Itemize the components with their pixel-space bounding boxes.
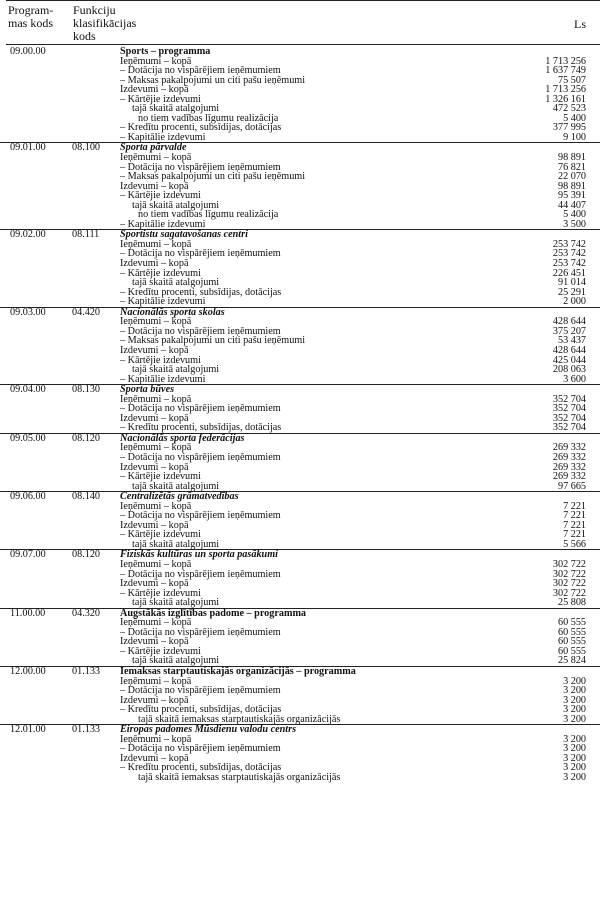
table-row [0,182,600,192]
table-row [0,482,600,492]
function-code-cell: 04.420 [72,306,101,318]
item-label-cell: – Maksas pakalpojumi un citi pašu ieņēmumi [120,74,306,86]
item-label-cell: tajā skaitā atalgojumi [132,655,220,667]
amount-cell: 375 207 [552,325,586,337]
table-row [0,715,600,725]
amount-cell: 3 200 [563,743,586,755]
item-label-cell: Sportistu sagatavošanas centri [120,229,248,241]
item-label-cell: Nacionālās sporta federācijas [120,432,245,444]
table-row [0,365,600,375]
table-row [0,549,600,560]
amount-cell: 25 808 [557,597,586,609]
program-code-cell: 09.00.00 [10,46,46,57]
program-code-cell: 12.00.00 [10,666,46,677]
item-label-cell: Izdevumi – kopā [120,752,189,764]
table-row [0,104,600,114]
table-row [0,414,600,424]
amount-cell: 1 637 749 [545,65,586,77]
table-row [0,95,600,105]
table-row [0,754,600,764]
item-label-cell: – Dotācija no vispārējiem ieņēmumiem [120,161,281,173]
item-label-cell: Izdevumi – kopā [120,180,189,192]
table-row [0,229,600,240]
amount-cell: 91 014 [557,277,586,289]
amount-cell: 22 070 [557,171,586,183]
table-row [0,530,600,540]
table-row [0,220,600,230]
table-row [0,647,600,657]
item-label-cell: Izdevumi – kopā [120,84,189,96]
item-label-cell: Ieņēmumi – kopā [120,617,192,629]
amount-cell: 3 200 [563,733,586,745]
table-header [0,0,600,44]
amount-cell: 3 200 [563,762,586,774]
amount-cell: 25 824 [557,655,586,667]
amount-cell: 5 566 [563,538,586,550]
item-label-cell: – Dotācija no vispārējiem ieņēmumiem [120,685,281,697]
table-row [0,85,600,95]
amount-cell: 5 400 [563,209,586,221]
item-label-cell: tajā skaitā atalgojumi [132,538,220,550]
item-label-cell: – Dotācija no vispārējiem ieņēmumiem [120,248,281,260]
item-label-cell: – Dotācija no vispārējiem ieņēmumiem [120,65,281,77]
item-label-cell: Augstākās izglītības padome – programma [120,607,307,619]
item-label-cell: – Dotācija no vispārējiem ieņēmumiem [120,743,281,755]
table-row [0,297,600,307]
amount-cell: 3 200 [563,704,586,716]
item-label-cell: Izdevumi – kopā [120,412,189,424]
amount-cell: 5 400 [563,112,586,124]
item-label-cell: – Kredītu procenti, subsīdijas, dotācijas [120,704,282,716]
table-row [0,123,600,133]
function-code-cell: 08.120 [72,432,101,444]
table-row [0,724,600,735]
table-row [0,560,600,570]
item-label-cell: tajā skaitā iemaksas starptautiskajās organizācijās [138,772,341,784]
amount-cell: 3 200 [563,694,586,706]
item-label-cell: – Kapitālie izdevumi [120,131,206,143]
item-label-cell: – Dotācija no vispārējiem ieņēmumiem [120,510,281,522]
amount-cell: 269 332 [552,451,586,463]
item-label-cell: – Maksas pakalpojumi un citi pašu ieņēmumi [120,335,306,347]
table-row [0,463,600,473]
function-code-cell: 08.130 [72,384,101,396]
amount-cell: 302 722 [552,568,586,580]
amount-cell: 3 200 [563,713,586,725]
amount-cell: 3 500 [563,218,586,230]
table-row [0,521,600,531]
header-currency: Ls [574,17,586,31]
table-row [0,423,600,433]
amount-cell: 302 722 [552,587,586,599]
item-label-cell: – Dotācija no vispārējiem ieņēmumiem [120,451,281,463]
item-label-cell: Ieņēmumi – kopā [120,316,192,328]
amount-cell: 352 704 [552,403,586,415]
table-row [0,240,600,250]
amount-cell: 352 704 [552,393,586,405]
program-code-cell: 09.01.00 [10,142,46,154]
amount-cell: 425 044 [552,354,586,366]
table-row [0,598,600,608]
amount-cell: 60 555 [557,626,586,638]
table-row [0,589,600,599]
amount-cell: 53 437 [557,335,586,347]
program-code-cell: 09.07.00 [10,549,46,561]
table-row [0,375,600,385]
amount-cell: 428 644 [552,344,586,356]
table-row [0,336,600,346]
amount-cell: 302 722 [552,578,586,590]
item-label-cell: – Kapitālie izdevumi [120,296,206,308]
item-label-cell: Izdevumi – kopā [120,694,189,706]
item-label-cell: Ieņēmumi – kopā [120,675,192,687]
table-row [0,259,600,269]
amount-cell: 253 742 [552,258,586,270]
table-row [0,686,600,696]
item-label-cell: – Dotācija no vispārējiem ieņēmumiem [120,325,281,337]
table-row [0,443,600,453]
table-row [0,76,600,86]
amount-cell: 253 742 [552,238,586,250]
item-label-cell: Izdevumi – kopā [120,344,189,356]
item-label-cell: Ieņēmumi – kopā [120,733,192,745]
item-label-cell: Ieņēmumi – kopā [120,152,192,164]
amount-cell: 253 742 [552,248,586,260]
item-label-cell: – Dotācija no vispārējiem ieņēmumiem [120,568,281,580]
table-row [0,579,600,589]
item-label-cell: – Kārtējie izdevumi [120,471,201,483]
function-code-cell: 01.133 [72,666,101,677]
amount-cell: 9 100 [563,131,586,143]
table-row [0,491,600,502]
function-code-cell: 08.140 [72,491,101,503]
amount-cell: 2 000 [563,296,586,308]
amount-cell: 60 555 [557,636,586,648]
function-code-cell: 01.133 [72,724,101,736]
item-label-cell: – Kārtējie izdevumi [120,645,201,657]
table-row [0,618,600,628]
table-row [0,656,600,666]
item-label-cell: Sporta pārvalde [120,142,187,154]
table-row [0,57,600,67]
table-row [0,288,600,298]
item-label-cell: Ieņēmumi – kopā [120,238,192,250]
program-code-cell: 09.02.00 [10,229,46,241]
table-row [0,570,600,580]
table-row [0,540,600,550]
program-code-cell: 11.00.00 [10,607,46,619]
table-row [0,395,600,405]
amount-cell: 97 665 [557,480,586,492]
amount-cell: 7 221 [563,519,586,531]
table-row [0,666,600,677]
table-row [0,191,600,201]
amount-cell: 377 995 [552,122,586,134]
item-label-cell: Nacionālās sporta skolas [120,306,225,318]
item-label-cell: tajā skaitā atalgojumi [132,480,220,492]
item-label-cell: no tiem vadības līgumu realizācija [138,209,279,221]
amount-cell: 25 291 [557,286,586,298]
amount-cell: 269 332 [552,461,586,473]
item-label-cell: Izdevumi – kopā [120,636,189,648]
item-label-cell: Iemaksas starptautiskajās organizācijās – programma [120,666,356,677]
table-row [0,404,600,414]
amount-cell: 7 221 [563,510,586,522]
item-label-cell: – Kapitālie izdevumi [120,218,206,230]
item-label-cell: Ieņēmumi – kopā [120,55,192,67]
amount-cell: 269 332 [552,471,586,483]
program-code-cell: 09.03.00 [10,306,46,318]
item-label-cell: Izdevumi – kopā [120,258,189,270]
amount-cell: 75 507 [557,74,586,86]
table-row [0,317,600,327]
amount-cell: 3 200 [563,675,586,687]
amount-cell: 352 704 [552,412,586,424]
amount-cell: 1 326 161 [545,93,586,105]
amount-cell: 76 821 [557,161,586,173]
table-row [0,153,600,163]
table-row [0,133,600,143]
table-row [0,433,600,444]
amount-cell: 428 644 [552,316,586,328]
table-row [0,249,600,259]
item-label-cell: – Kārtējie izdevumi [120,354,201,366]
table-row [0,472,600,482]
amount-cell: 352 704 [552,422,586,434]
amount-cell: 60 555 [557,617,586,629]
amount-cell: 3 200 [563,752,586,764]
item-label-cell: tajā skaitā atalgojumi [132,597,220,609]
amount-cell: 44 407 [557,199,586,211]
amount-cell: 208 063 [552,364,586,376]
item-label-cell: no tiem vadības līgumu realizācija [138,112,279,124]
table-row [0,744,600,754]
item-label-cell: – Kredītu procenti, subsīdijas, dotācijas [120,122,282,134]
function-code-cell: 08.111 [72,229,100,241]
table-row [0,608,600,619]
amount-cell: 7 221 [563,500,586,512]
table-row [0,142,600,153]
item-label-cell: – Maksas pakalpojumi un citi pašu ieņēmumi [120,171,306,183]
item-label-cell: Ieņēmumi – kopā [120,442,192,454]
item-label-cell: Izdevumi – kopā [120,519,189,531]
table-row [0,356,600,366]
table-row [0,502,600,512]
table-row [0,628,600,638]
header-program-code: Program- mas kods [8,3,54,30]
program-code-cell: 09.06.00 [10,491,46,503]
table-row [0,346,600,356]
item-label-cell: Ieņēmumi – kopā [120,500,192,512]
amount-cell: 226 451 [552,267,586,279]
table-row [0,201,600,211]
table-row [0,114,600,124]
header-rule [6,44,600,45]
table-row [0,735,600,745]
amount-cell: 98 891 [557,180,586,192]
table-row [0,47,600,57]
amount-cell: 60 555 [557,645,586,657]
item-label-cell: – Kārtējie izdevumi [120,93,201,105]
budget-table-body [0,47,600,783]
item-label-cell: – Kārtējie izdevumi [120,190,201,202]
item-label-cell: Izdevumi – kopā [120,578,189,590]
item-label-cell: Sports – programma [120,46,211,57]
item-label-cell: – Kredītu procenti, subsīdijas, dotācijas [120,286,282,298]
amount-cell: 3 600 [563,373,586,385]
table-row [0,773,600,783]
item-label-cell: Ieņēmumi – kopā [120,393,192,405]
amount-cell: 3 200 [563,772,586,784]
amount-cell: 302 722 [552,558,586,570]
item-label-cell: Izdevumi – kopā [120,461,189,473]
amount-cell: 269 332 [552,442,586,454]
amount-cell: 1 713 256 [545,55,586,67]
item-label-cell: – Kredītu procenti, subsīdijas, dotācijas [120,762,282,774]
function-code-cell: 08.100 [72,142,101,154]
program-code-cell: 09.04.00 [10,384,46,396]
item-label-cell: Centralizētās grāmatvedības [120,491,239,503]
item-label-cell: – Kārtējie izdevumi [120,587,201,599]
amount-cell: 3 200 [563,685,586,697]
table-row [0,172,600,182]
table-row [0,677,600,687]
item-label-cell: Sporta būves [120,384,175,396]
amount-cell: 95 391 [557,190,586,202]
item-label-cell: tajā skaitā atalgojumi [132,277,220,289]
table-row [0,453,600,463]
table-row [0,384,600,395]
item-label-cell: Fiziskās kultūras un sporta pasākumi [120,549,278,561]
item-label-cell: tajā skaitā atalgojumi [132,103,220,115]
item-label-cell: – Dotācija no vispārējiem ieņēmumiem [120,626,281,638]
program-code-cell: 12.01.00 [10,724,46,736]
item-label-cell: tajā skaitā atalgojumi [132,364,220,376]
program-code-cell: 09.05.00 [10,432,46,444]
item-label-cell: Eiropas padomes Mūsdienu valodu centrs [120,724,297,736]
amount-cell: 98 891 [557,152,586,164]
item-label-cell: – Kārtējie izdevumi [120,529,201,541]
amount-cell: 1 713 256 [545,84,586,96]
function-code-cell: 04.320 [72,607,101,619]
function-code-cell: 08.120 [72,549,101,561]
item-label-cell: Ieņēmumi – kopā [120,558,192,570]
table-row [0,696,600,706]
amount-cell: 7 221 [563,529,586,541]
item-label-cell: – Kapitālie izdevumi [120,373,206,385]
item-label-cell: – Kredītu procenti, subsīdijas, dotācijas [120,422,282,434]
table-row [0,278,600,288]
item-label-cell: tajā skaitā atalgojumi [132,199,220,211]
table-row [0,511,600,521]
header-function-code: Funkciju klasifikācijas kods [73,3,137,43]
item-label-cell: – Kārtējie izdevumi [120,267,201,279]
table-row [0,307,600,318]
item-label-cell: – Dotācija no vispārējiem ieņēmumiem [120,403,281,415]
amount-cell: 472 523 [552,103,586,115]
item-label-cell: tajā skaitā iemaksas starptautiskajās organizācijās [138,713,341,725]
table-row [0,637,600,647]
table-row [0,269,600,279]
table-row [0,210,600,220]
